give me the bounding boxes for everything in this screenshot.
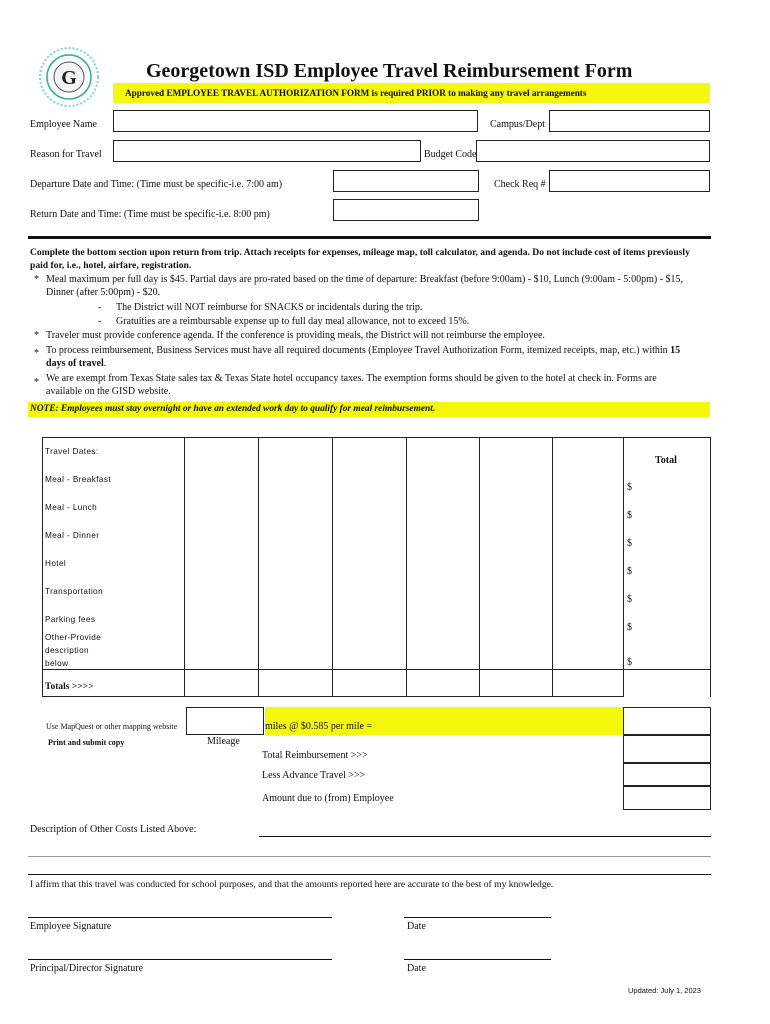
- print-submit-text: Print and submit copy: [48, 738, 125, 747]
- totals-label: Totals >>>>: [45, 682, 94, 692]
- row-parking-fees: Parking fees: [45, 615, 96, 624]
- dash-2: -: [98, 316, 102, 327]
- employee-name-label: Employee Name: [30, 119, 97, 130]
- row-other-line2: description: [45, 646, 89, 655]
- total-dinner[interactable]: $: [627, 538, 632, 549]
- total-lunch[interactable]: $: [627, 510, 632, 521]
- table-col-line: [184, 437, 185, 697]
- meal-max-text-2: Dinner (after 5:00pm) - $20.: [46, 287, 161, 298]
- table-col-line: [479, 437, 480, 697]
- check-req-label: Check Req #: [494, 179, 546, 190]
- table-col-line: [710, 437, 711, 697]
- row-transportation: Transportation: [45, 587, 104, 596]
- bullet-2: *: [34, 330, 39, 341]
- row-meal-breakfast: Meal - Breakfast: [45, 475, 112, 484]
- table-col-line: [332, 437, 333, 697]
- total-other[interactable]: $: [627, 657, 632, 668]
- description-label: Description of Other Costs Listed Above:: [30, 824, 197, 835]
- check-req-field[interactable]: [549, 170, 710, 192]
- authorization-notice: Approved EMPLOYEE TRAVEL AUTHORIZATION FORM is required PRIOR to making any travel arrangements: [113, 83, 710, 103]
- bullet-1: *: [34, 274, 39, 285]
- table-row-line: [42, 437, 711, 438]
- gratuities-text: Gratuities are a reimbursable expense up to full day meal allowance, not to exceed 15%.: [116, 316, 470, 327]
- reason-label: Reason for Travel: [30, 149, 102, 160]
- total-transportation[interactable]: $: [627, 594, 632, 605]
- dash-1: -: [98, 302, 102, 313]
- table-row-line: [42, 696, 624, 697]
- date-line-1[interactable]: [404, 917, 551, 918]
- table-row-line: [42, 669, 711, 670]
- row-meal-dinner: Meal - Dinner: [45, 531, 100, 540]
- process-text-period: .: [103, 358, 107, 369]
- row-meal-lunch: Meal - Lunch: [45, 503, 98, 512]
- description-line-2[interactable]: [28, 856, 711, 857]
- table-col-line: [258, 437, 259, 697]
- snacks-text: The District will NOT reimburse for SNACKS or incidentals during the trip.: [116, 302, 423, 313]
- mileage-total-field[interactable]: [623, 707, 711, 735]
- table-col-line: [623, 437, 624, 697]
- table-col-line: [42, 437, 43, 697]
- row-other-line1: Other-Provide: [45, 633, 102, 642]
- table-col-line: [406, 437, 407, 697]
- total-reimbursement-label: Total Reimbursement >>>: [262, 750, 368, 761]
- district-logo: [38, 46, 100, 108]
- process-text-2: [46, 358, 106, 369]
- campus-dept-field[interactable]: [549, 110, 710, 132]
- row-other-line3: below: [45, 659, 69, 668]
- amount-due-field[interactable]: [623, 786, 711, 810]
- mileage-label: Mileage: [207, 736, 240, 747]
- process-text-days-of-travel: days of travel: [46, 358, 104, 369]
- principal-signature-label: Principal/Director Signature: [30, 963, 144, 974]
- affirmation-text: I affirm that this travel was conducted for school purposes, and that the amounts reported here are accurate to the best of my knowledge.: [30, 879, 554, 890]
- description-line-3: [28, 874, 711, 875]
- bullet-3: *: [34, 348, 39, 359]
- total-hotel[interactable]: $: [627, 566, 632, 577]
- svg-text:G: G: [61, 67, 77, 89]
- less-advance-label: Less Advance Travel >>>: [262, 770, 366, 781]
- amount-due-label: Amount due to (from) Employee: [262, 793, 394, 804]
- reason-field[interactable]: [113, 140, 421, 162]
- process-text-days: 15: [670, 345, 681, 356]
- employee-signature-line[interactable]: [28, 917, 332, 918]
- employee-signature-label: Employee Signature: [30, 921, 112, 932]
- principal-signature-line[interactable]: [28, 959, 332, 960]
- total-parking[interactable]: $: [627, 622, 632, 633]
- updated-date: Updated: July 1, 2023: [628, 986, 701, 995]
- exempt-text: We are exempt from Texas State sales tax & Texas State hotel occupancy taxes. The exemption forms should be given to the hotel at check in. Forms are: [46, 373, 657, 384]
- table-col-line: [552, 437, 553, 697]
- form-title: Georgetown ISD Employee Travel Reimbursement Form: [146, 60, 633, 82]
- row-hotel: Hotel: [45, 559, 67, 568]
- agenda-text: Traveler must provide conference agenda. If the conference is providing meals, the District will not reimburse the employee.: [46, 330, 545, 341]
- bullet-4: *: [34, 377, 39, 388]
- employee-name-field[interactable]: [113, 110, 478, 132]
- row-travel-dates: Travel Dates:: [45, 447, 99, 456]
- mileage-field[interactable]: [186, 707, 264, 735]
- less-advance-field[interactable]: [623, 763, 711, 786]
- budget-code-field[interactable]: [476, 140, 710, 162]
- date-line-2[interactable]: [404, 959, 551, 960]
- date-label-1: Date: [407, 921, 426, 932]
- section-divider: [28, 236, 711, 239]
- mileage-rate: miles @ $0.585 per mile =: [265, 707, 623, 735]
- departure-label: Departure Date and Time: (Time must be specific-i.e. 7:00 am): [30, 179, 283, 190]
- return-label: Return Date and Time: (Time must be specific-i.e. 8:00 pm): [30, 209, 270, 220]
- total-breakfast[interactable]: $: [627, 482, 632, 493]
- expense-table: [42, 437, 711, 697]
- budget-code-label: Budget Code: [424, 149, 477, 160]
- date-label-2: Date: [407, 963, 426, 974]
- mapquest-text: Use MapQuest or other mapping website: [46, 722, 178, 731]
- campus-dept-label: Campus/Dept: [490, 119, 545, 130]
- instructions-intro: Complete the bottom section upon return from trip. Attach receipts for expenses, mileage map, toll calculator, and agenda. Do not include cost of items previously paid for, i.e., hotel, airfare, registration.: [30, 247, 690, 271]
- process-text-main: To process reimbursement, Business Services must have all required documents (Employee Travel Authorization Form, itemized receipts, map, etc.) within: [46, 345, 668, 356]
- total-reimbursement-field[interactable]: [623, 735, 711, 763]
- description-line-1[interactable]: [259, 836, 711, 837]
- meal-note: NOTE: Employees must stay overnight or have an extended work day to qualify for meal reimbursement.: [28, 402, 710, 417]
- total-column-header: Total: [655, 455, 677, 466]
- return-field[interactable]: [333, 199, 479, 221]
- process-text: [46, 345, 711, 356]
- exempt-text-2: available on the GISD website.: [46, 386, 171, 397]
- departure-field[interactable]: [333, 170, 479, 192]
- meal-max-text: Meal maximum per full day is $45. Partial days are pro-rated based on the time of departure: Breakfast (before 9:00am) - $10, Lunch (9:00am - 5:00pm) - $15,: [46, 274, 684, 285]
